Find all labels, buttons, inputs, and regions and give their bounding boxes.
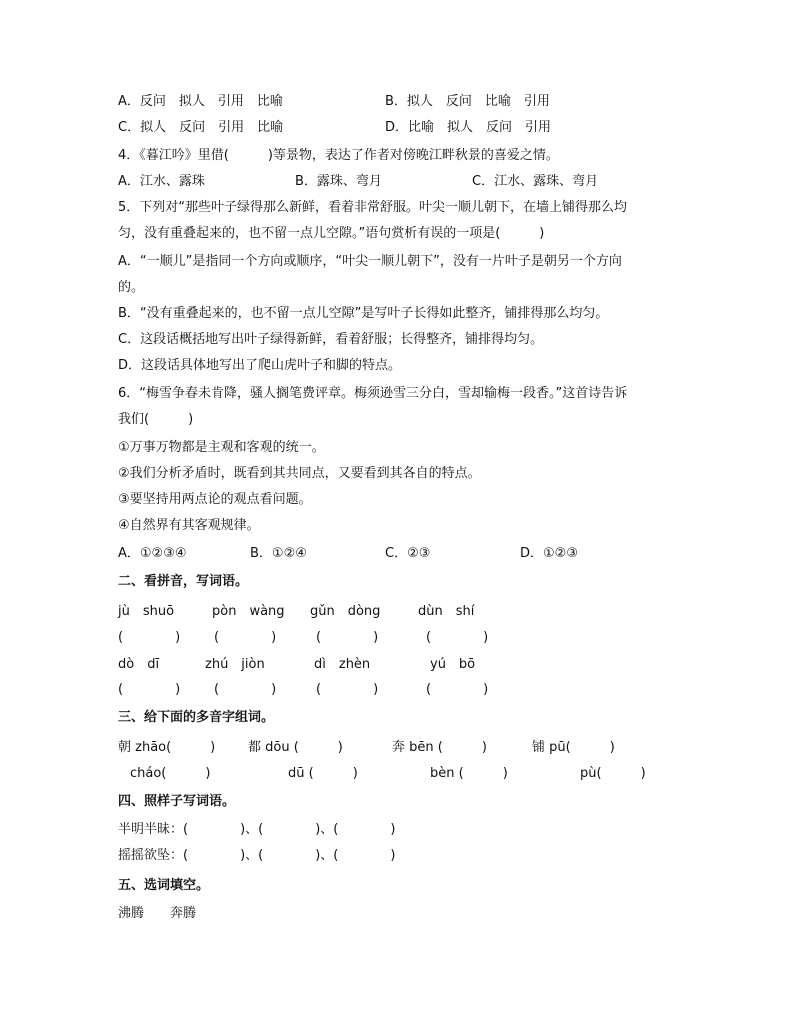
answer-blank[interactable]: ( ) [316, 682, 379, 697]
pinyin-1-4: dùn shí [418, 604, 475, 619]
section3-title: 三、给下面的多音字组词。 [118, 710, 275, 725]
answer-blank[interactable]: ( ) [118, 630, 181, 645]
pattern-line-1[interactable]: 半明半昧：( )、( )、( ) [118, 822, 396, 837]
polyphone-1-3[interactable]: 奔 bēn ( ) [392, 740, 487, 755]
polyphone-1-1[interactable]: 朝 zhāo( ) [118, 740, 216, 755]
q6-statement-4: ④自然界有其客观规律。 [118, 518, 260, 533]
q5-option-d: D．这段话具体地写出了爬山虎叶子和脚的特点。 [118, 358, 402, 373]
section4-title: 四、照样子写词语。 [118, 794, 236, 809]
answer-blank[interactable]: ( ) [426, 630, 489, 645]
polyphone-2-2[interactable]: dū ( ) [288, 766, 358, 781]
q6-statement-3: ③要坚持用两点论的观点看问题。 [118, 492, 312, 507]
q4-option-b: B．露珠、弯月 [295, 174, 382, 189]
answer-blank[interactable]: ( ) [426, 682, 489, 697]
q3-option-d: D．比喻 拟人 反问 引用 [385, 120, 552, 135]
polyphone-2-1[interactable]: cháo( ) [130, 766, 211, 781]
polyphone-2-4[interactable]: pù( ) [580, 766, 646, 781]
q6-option-b: B．①②④ [250, 546, 307, 561]
q6-stem-line1: 6．“梅雪争春未肯降，骚人搁笔费评章。梅须逊雪三分白，雪却输梅一段香。”这首诗告诉 [118, 386, 628, 401]
q5-option-b: B．“没有重叠起来的，也不留一点儿空隙”是写叶子长得如此整齐，铺排得那么均匀。 [118, 306, 609, 321]
q6-option-a: A．①②③④ [118, 546, 187, 561]
q5-option-a-line2: 的。 [118, 280, 145, 295]
answer-blank[interactable]: ( ) [214, 682, 277, 697]
q6-statement-2: ②我们分析矛盾时，既看到其共同点，又要看到其各自的特点。 [118, 466, 481, 481]
q6-option-c: C．②③ [385, 546, 431, 561]
q4-option-c: C．江水、露珠、弯月 [472, 174, 599, 189]
polyphone-1-4[interactable]: 铺 pū( ) [532, 740, 615, 755]
answer-blank[interactable]: ( ) [214, 630, 277, 645]
pinyin-1-3: gǔn dòng [310, 604, 381, 619]
pinyin-2-4: yú bō [430, 657, 476, 672]
q6-stem-line2: 我们( ) [118, 412, 194, 427]
section2-title: 二、看拼音，写词语。 [118, 574, 249, 589]
q5-stem-line1: 5．下列对“那些叶子绿得那么新鲜，看着非常舒服。叶尖一顺儿朝下，在墙上铺得那么均 [118, 200, 628, 215]
polyphone-1-2[interactable]: 都 dōu ( ) [248, 740, 343, 755]
word-choices: 沸腾 奔腾 [118, 906, 197, 921]
q3-option-c: C．拟人 反问 引用 比喻 [118, 120, 284, 135]
pinyin-1-1: jù shuō [118, 604, 175, 619]
polyphone-2-3[interactable]: bèn ( ) [430, 766, 508, 781]
q6-option-d: D．①②③ [520, 546, 578, 561]
q4-option-a: A．江水、露珠 [118, 174, 205, 189]
q6-statement-1: ①万事万物都是主观和客观的统一。 [118, 440, 325, 455]
answer-blank[interactable]: ( ) [118, 682, 181, 697]
q5-option-c: C．这段话概括地写出叶子绿得新鲜，看着舒服；长得整齐，铺排得均匀。 [118, 332, 544, 347]
pinyin-2-3: dì zhèn [314, 657, 371, 672]
section5-title: 五、选词填空。 [118, 878, 210, 893]
q3-option-a: A．反问 拟人 引用 比喻 [118, 94, 283, 109]
q5-stem-line2: 匀，没有重叠起来的，也不留一点儿空隙。”语句赏析有误的一项是( ) [118, 226, 545, 241]
pinyin-2-1: dò dī [118, 657, 160, 672]
pinyin-1-2: pòn wàng [212, 604, 285, 619]
answer-blank[interactable]: ( ) [316, 630, 379, 645]
pattern-line-2[interactable]: 摇摇欲坠：( )、( )、( ) [118, 848, 396, 863]
q4-stem: 4．《暮江吟》里借( )等景物，表达了作者对傍晚江畔秋景的喜爱之情。 [118, 148, 559, 163]
q5-option-a-line1: A．“一顺儿”是指同一个方向或顺序，“叶尖一顺儿朝下”，没有一片叶子是朝另一个方向 [118, 254, 622, 269]
q3-option-b: B．拟人 反问 比喻 引用 [385, 94, 550, 109]
pinyin-2-2: zhú jiòn [205, 657, 265, 672]
